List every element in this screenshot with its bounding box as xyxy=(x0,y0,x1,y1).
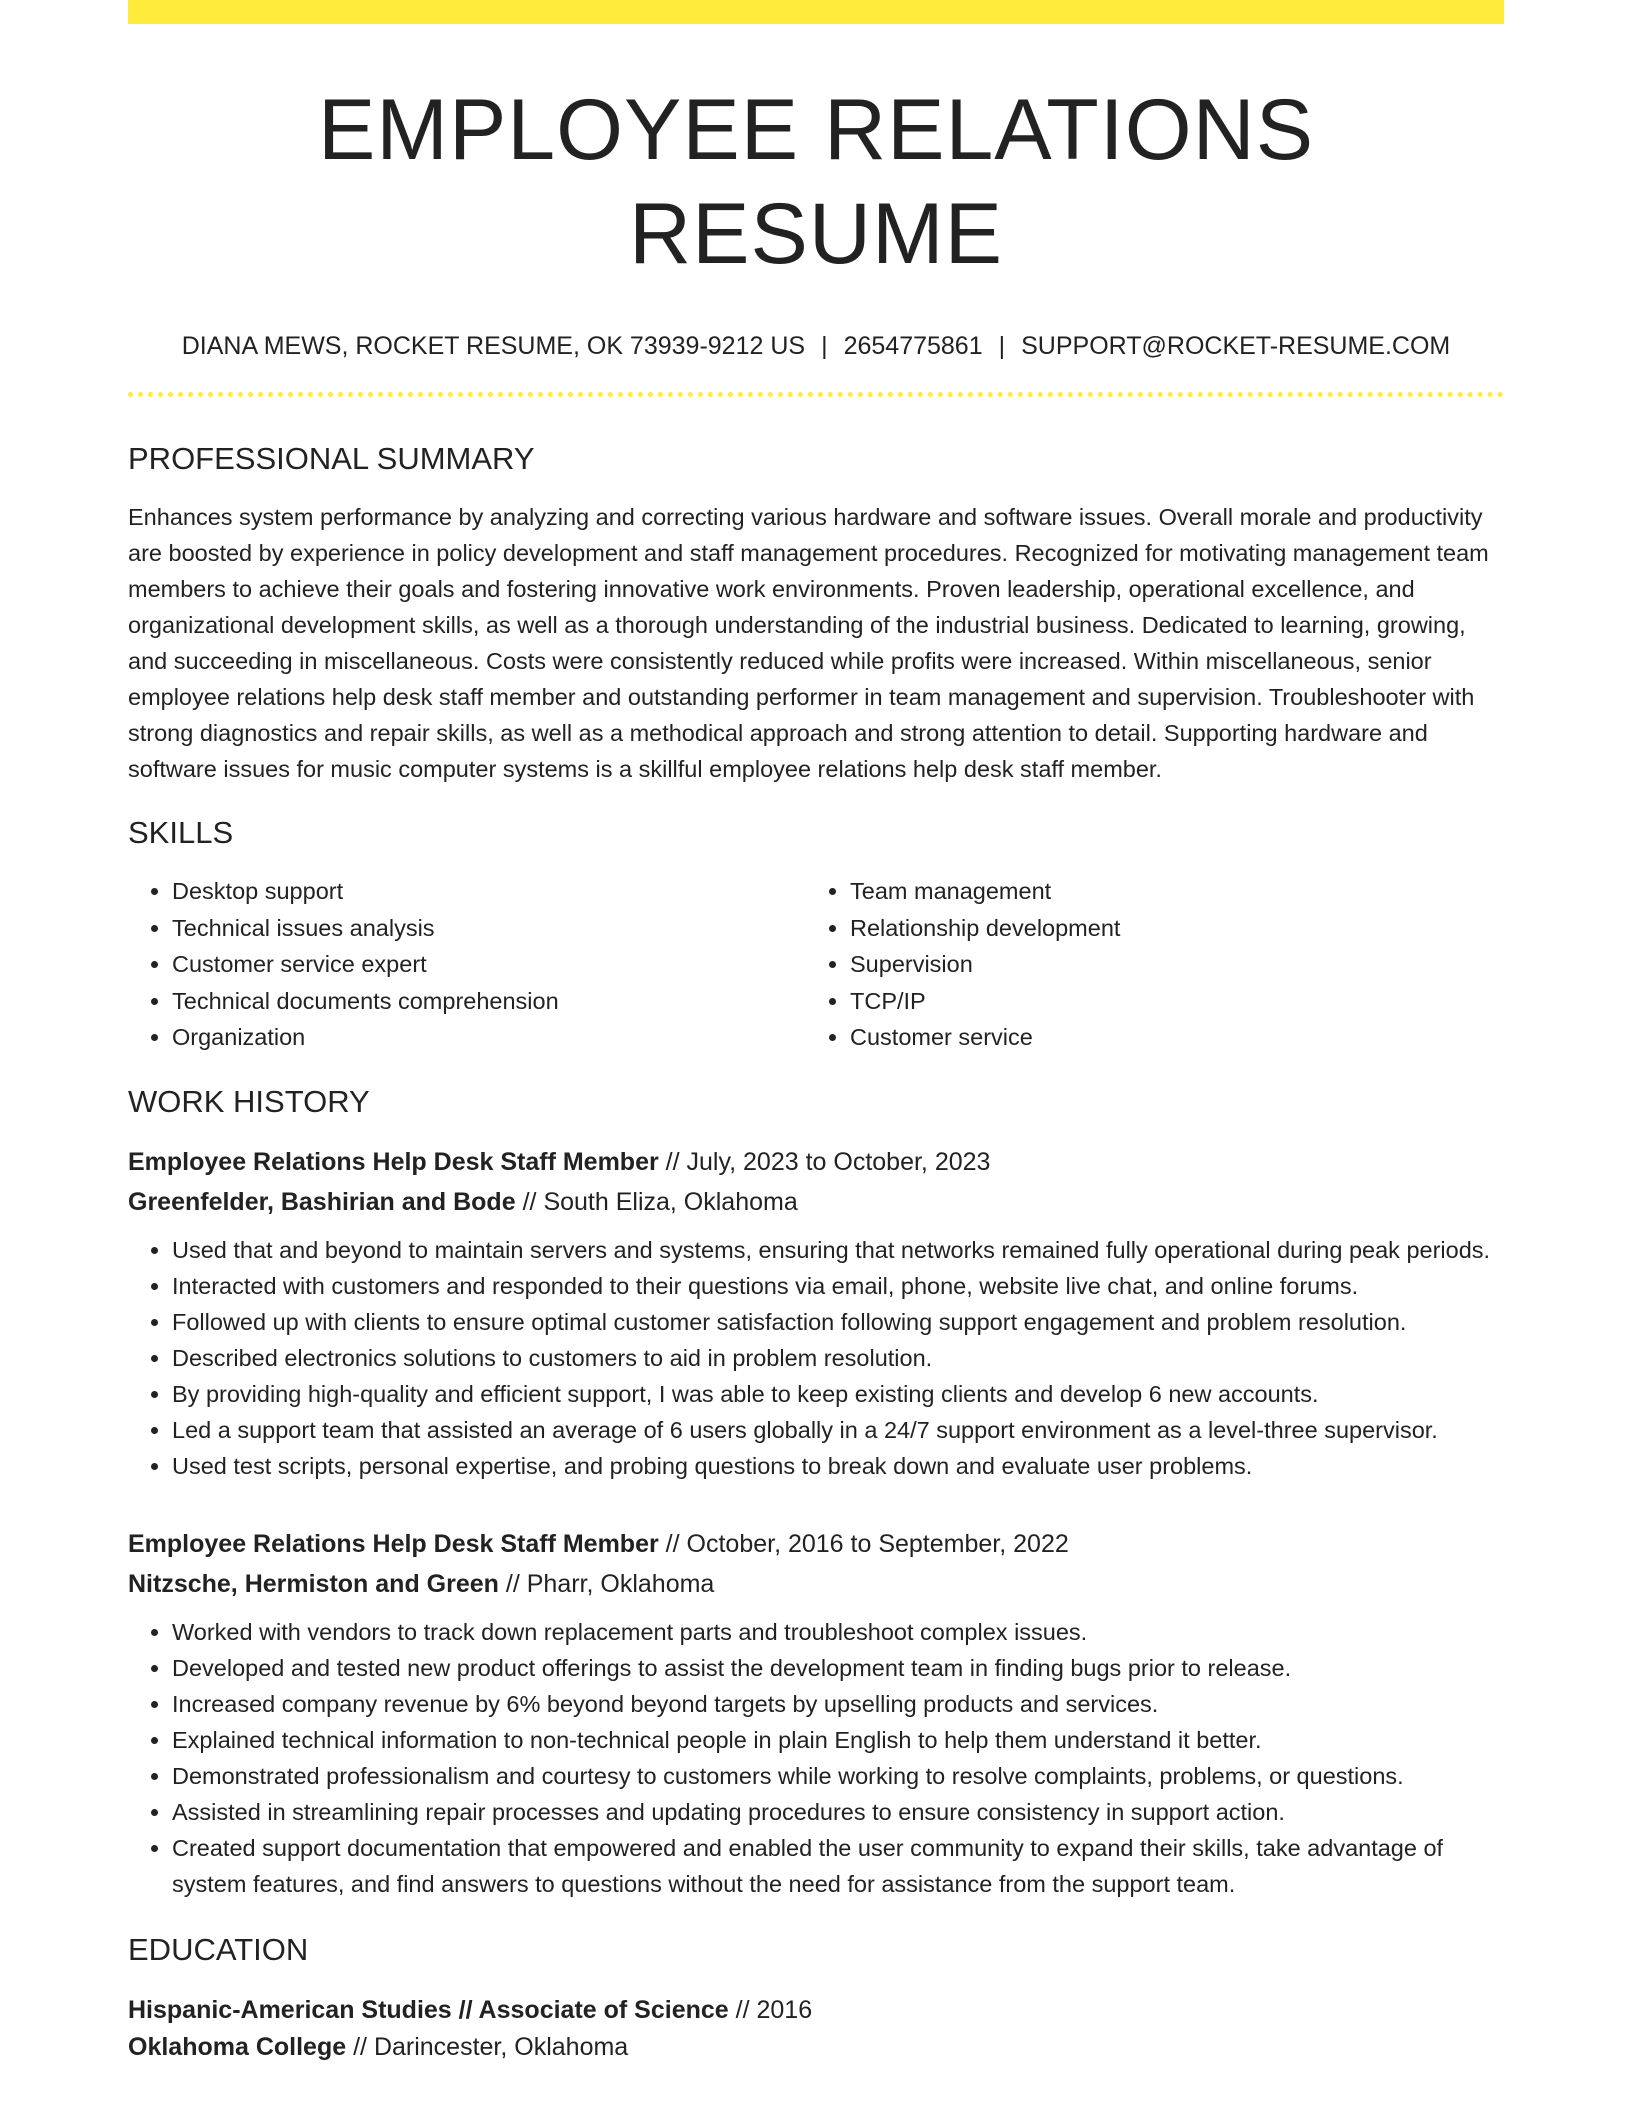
skill-item: • Organization xyxy=(172,1019,806,1056)
skills-list-right xyxy=(806,873,1484,1056)
job-bullet: • Used that and beyond to maintain servers and systems, ensuring that networks remained fully operational during peak periods. xyxy=(172,1232,1504,1268)
job-title: Employee Relations Help Desk Staff Member xyxy=(128,1147,659,1176)
work-history-heading: WORK HISTORY xyxy=(128,1083,370,1119)
summary-text: Enhances system performance by analyzing and correcting various hardware and software issues. Overall morale and productivity are boosted by experience in policy development and staff management procedures. Recognized for motivating management team members to achieve their goals and fostering innovative work environments. Proven leadership, operational excellence, and organizational development skills, as well as a thorough understanding of the industrial business. Dedicated to learning, growing, and succeeding in miscellaneous. Costs were consistently reduced while profits were increased. Within miscellaneous, senior employee relations help desk staff member and outstanding performer in team management and supervision. Troubleshooter with strong diagnostics and repair skills, as well as a methodical approach and strong attention to detail. Supporting hardware and software issues for music computer systems is a skillful employee relations help desk staff member. xyxy=(128,504,1489,782)
education-degree: Hispanic-American Studies // Associate of Science xyxy=(128,1995,729,2024)
job-bullet: • Explained technical information to non-technical people in plain English to help them understand it better. xyxy=(172,1722,1504,1758)
skill-item: • TCP/IP xyxy=(850,983,1484,1020)
job-separator: // xyxy=(665,1147,680,1176)
skill-item: • Desktop support xyxy=(172,873,806,910)
job-separator: // xyxy=(505,1569,520,1598)
header-divider xyxy=(128,392,1504,397)
job-entry xyxy=(128,1524,1504,1902)
job-separator: // xyxy=(522,1187,537,1216)
job-bullet: • Demonstrated professionalism and courtesy to customers while working to resolve complaints, problems, or questions. xyxy=(172,1758,1504,1794)
job-title: Employee Relations Help Desk Staff Member xyxy=(128,1529,659,1558)
education-entry xyxy=(128,1992,1504,2066)
contact-separator: | xyxy=(998,332,1006,360)
skill-item: • Relationship development xyxy=(850,910,1484,947)
job-bullet: • Interacted with customers and responded to their questions via email, phone, website live chat, and online forums. xyxy=(172,1268,1504,1304)
job-dates: October, 2016 to September, 2022 xyxy=(686,1529,1069,1558)
education-year: 2016 xyxy=(756,1995,813,2024)
job-bullet: • Led a support team that assisted an average of 6 users globally in a 24/7 support environment as a level-three supervisor. xyxy=(172,1412,1504,1448)
job-bullet: • Created support documentation that empowered and enabled the user community to expand their skills, take advantage of system features, and find answers to questions without the need for assistance from the support team. xyxy=(172,1830,1504,1902)
contact-address: DIANA MEWS, ROCKET RESUME, OK 73939-9212 US xyxy=(181,332,806,360)
education-degree-line xyxy=(128,1992,1504,2029)
job-location: Pharr, Oklahoma xyxy=(526,1569,715,1598)
job-bullet-list xyxy=(128,1232,1504,1484)
job-title-line xyxy=(128,1142,1504,1182)
skill-item: • Technical issues analysis xyxy=(172,910,806,947)
skill-item: • Team management xyxy=(850,873,1484,910)
job-company-line xyxy=(128,1182,1504,1222)
skill-item: • Technical documents comprehension xyxy=(172,983,806,1020)
job-title-line xyxy=(128,1524,1504,1564)
skills-grid xyxy=(128,873,1504,1056)
job-company-line xyxy=(128,1564,1504,1604)
job-company: Greenfelder, Bashirian and Bode xyxy=(128,1187,516,1216)
job-location: South Eliza, Oklahoma xyxy=(543,1187,798,1216)
resume-content xyxy=(128,0,1504,2066)
job-bullet: • Developed and tested new product offerings to assist the development team in finding bugs prior to release. xyxy=(172,1650,1504,1686)
education-separator: // xyxy=(353,2032,367,2061)
education-school: Oklahoma College xyxy=(128,2032,347,2061)
resume-title: EMPLOYEE RELATIONS RESUME xyxy=(317,82,1315,282)
skill-item: • Customer service xyxy=(850,1019,1484,1056)
skills-heading: SKILLS xyxy=(128,815,234,850)
contact-line xyxy=(128,330,1504,362)
contact-phone: 2654775861 xyxy=(843,332,983,360)
skills-list-left xyxy=(128,873,806,1056)
job-entry xyxy=(128,1142,1504,1484)
job-separator: // xyxy=(665,1529,680,1558)
job-bullet-list xyxy=(128,1614,1504,1902)
job-bullet: • Assisted in streamlining repair processes and updating procedures to ensure consistency in support action. xyxy=(172,1794,1504,1830)
education-separator: // xyxy=(735,1995,750,2024)
job-bullet: • Followed up with clients to ensure optimal customer satisfaction following support engagement and problem resolution. xyxy=(172,1304,1504,1340)
contact-separator: | xyxy=(821,332,828,360)
job-bullet: • Worked with vendors to track down replacement parts and troubleshoot complex issues. xyxy=(172,1614,1504,1650)
job-dates: July, 2023 to October, 2023 xyxy=(686,1147,991,1176)
education-school-line xyxy=(128,2029,1504,2066)
education-location: Darincester, Oklahoma xyxy=(373,2032,629,2061)
contact-email: SUPPORT@ROCKET-RESUME.COM xyxy=(1021,332,1451,360)
skill-item: • Customer service expert xyxy=(172,946,806,983)
skill-item: • Supervision xyxy=(850,946,1484,983)
summary-heading: PROFESSIONAL SUMMARY xyxy=(128,441,535,476)
education-heading: EDUCATION xyxy=(128,1931,309,1967)
job-bullet: • Increased company revenue by 6% beyond beyond targets by upselling products and services. xyxy=(172,1686,1504,1722)
job-bullet: • By providing high-quality and efficient support, I was able to keep existing clients and develop 6 new accounts. xyxy=(172,1376,1504,1412)
job-company: Nitzsche, Hermiston and Green xyxy=(128,1569,499,1598)
job-bullet: • Used test scripts, personal expertise, and probing questions to break down and evaluate user problems. xyxy=(172,1448,1504,1484)
job-bullet: • Described electronics solutions to customers to aid in problem resolution. xyxy=(172,1340,1504,1376)
